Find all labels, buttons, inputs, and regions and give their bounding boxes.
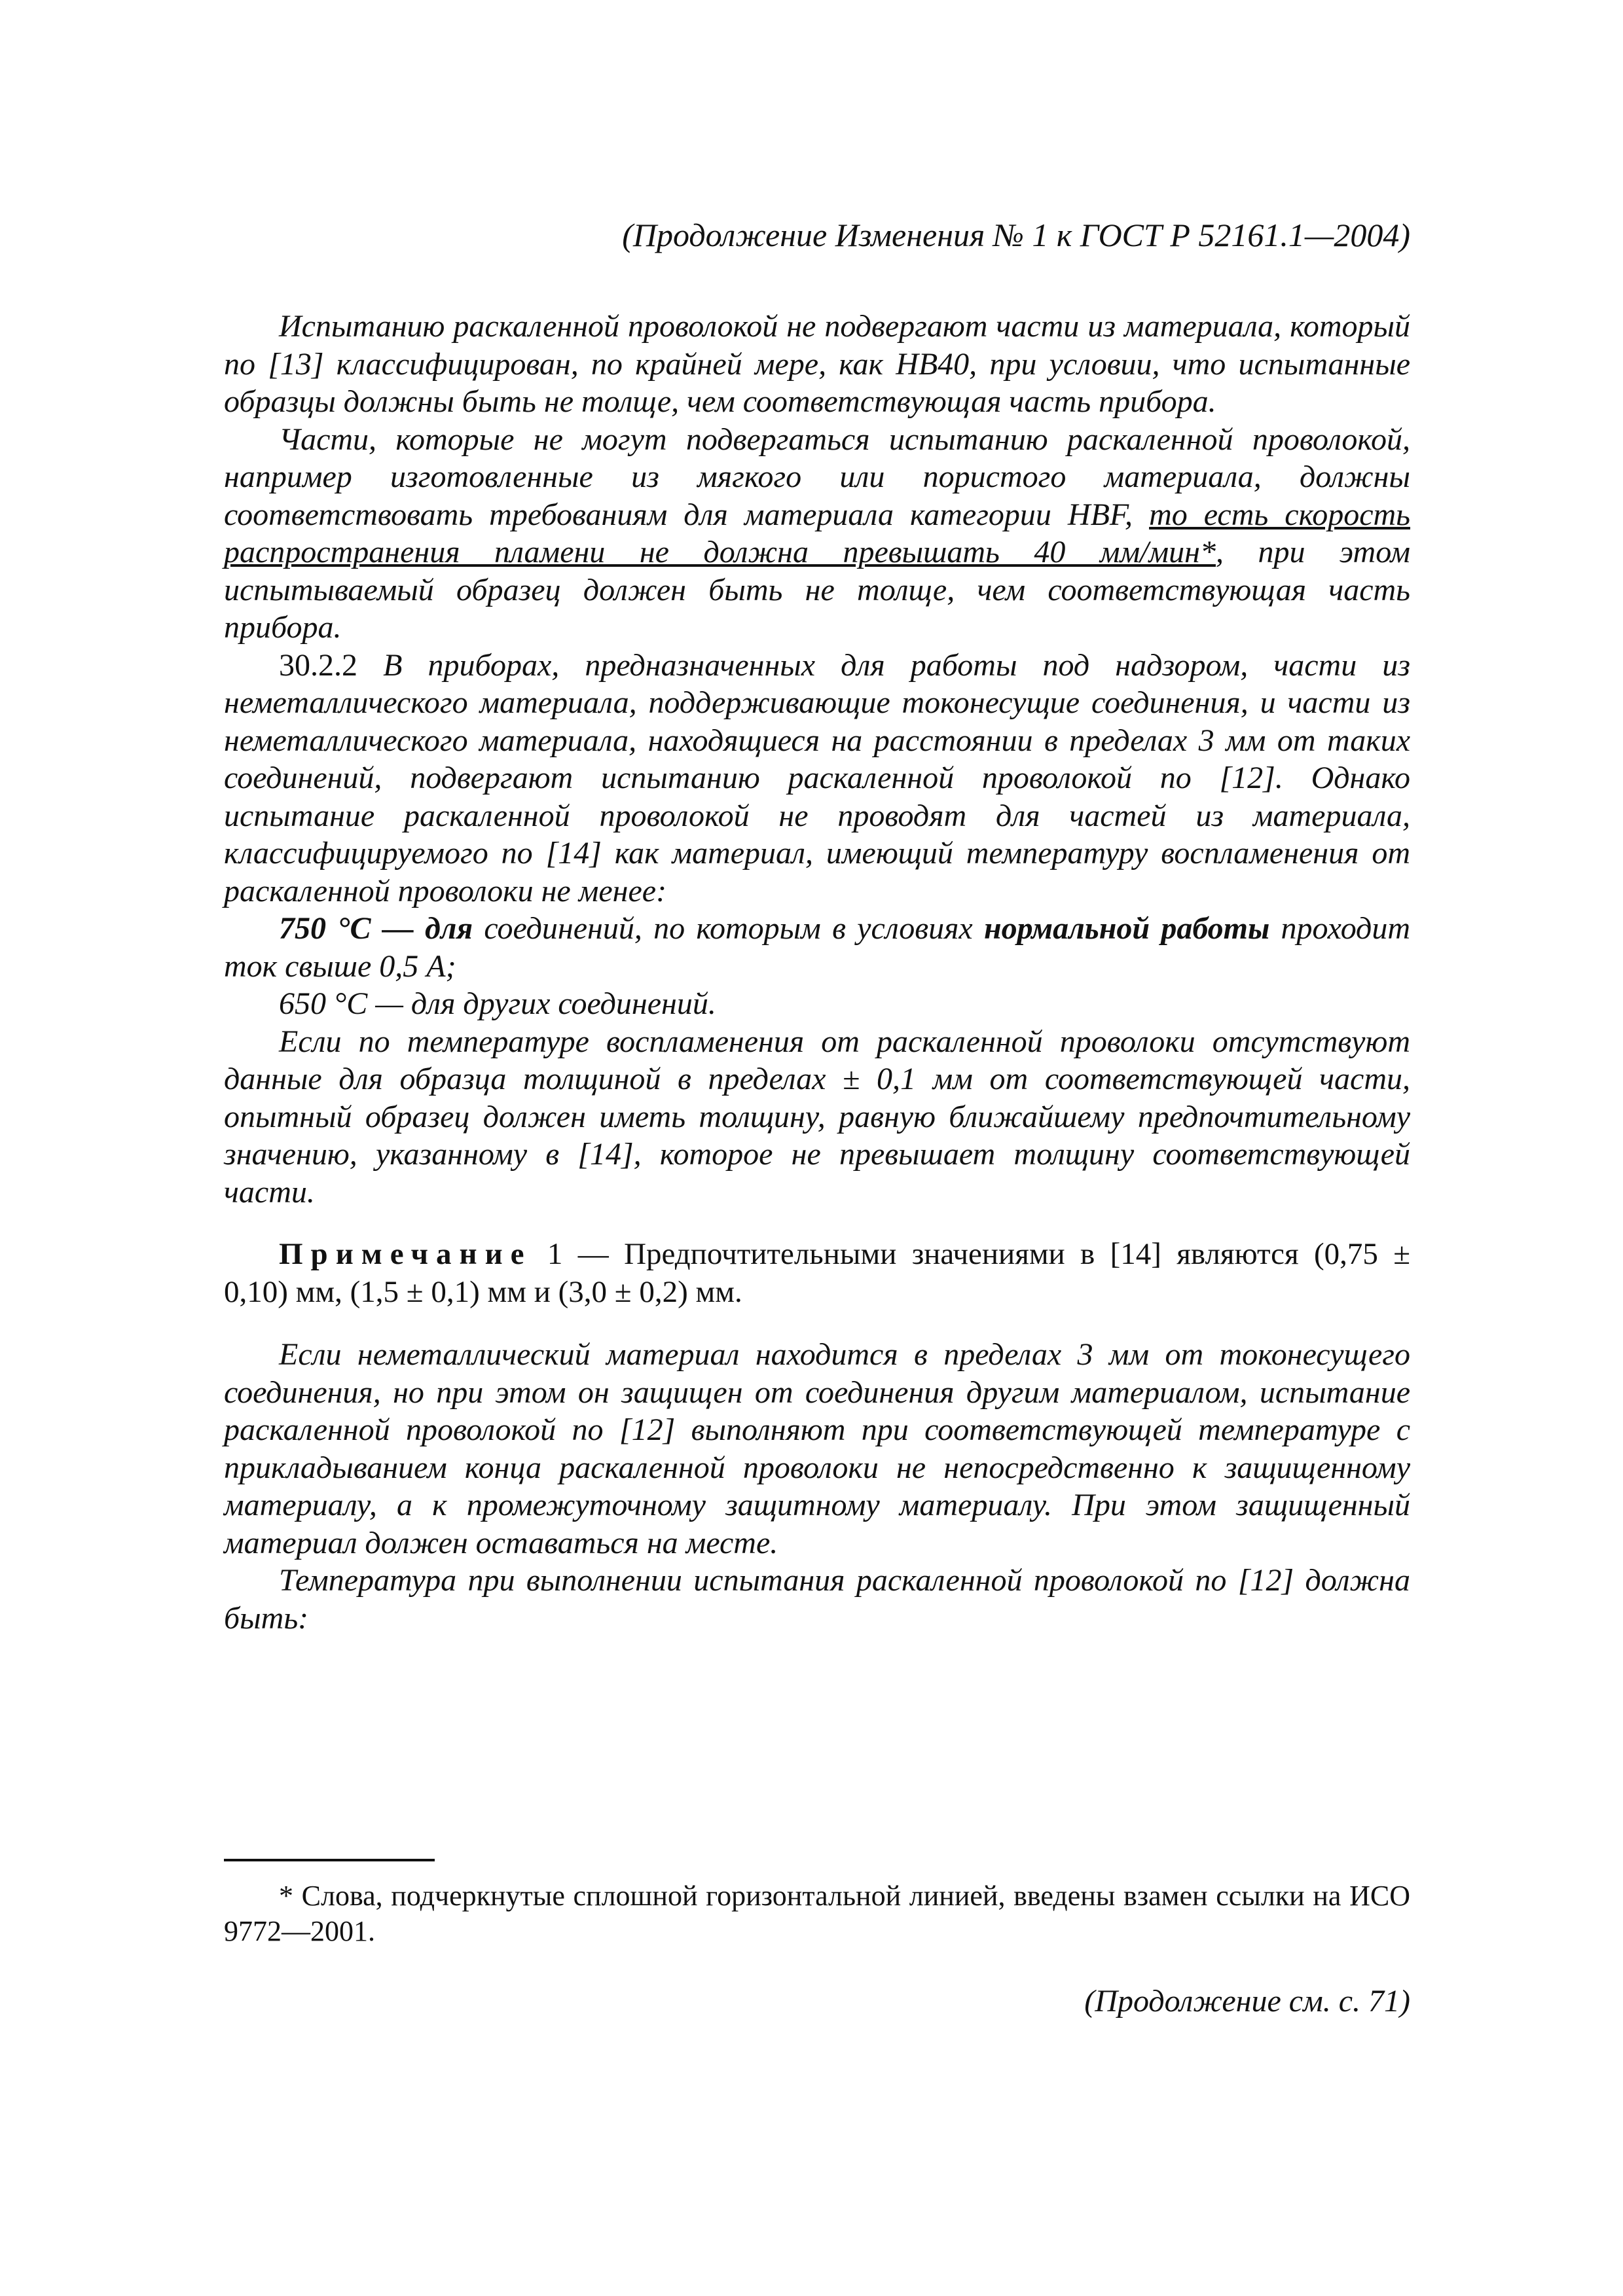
document-body <box>224 308 1410 1637</box>
temp-750-mid: соединений, по которым в условиях <box>473 911 984 946</box>
note-1 <box>224 1236 1410 1311</box>
paragraph-temperature: Температура при выполнении испытания раскаленной проволокой по [12] должна быть: <box>224 1563 1410 1636</box>
paragraph-750c <box>224 910 1410 985</box>
paragraph-thickness: Если по температуре воспламенения от раскаленной проволоки отсутствуют данные для образца толщиной в пределах ± 0,1 мм от соответствующей части, опытный образец должен иметь толщину, равную ближайшему предпочтительному значению, указанному в [14], которое не превышает толщину соответствующей части. <box>224 1024 1410 1210</box>
clause-text: В приборах, предназначенных для работы под надзором, части из неметаллического материала, поддерживающие токонесущие соединения, и части из неметаллического материала, находящиеся на расстоянии в пределах 3 мм от таких соединений, подвергают испытанию раскаленной проволокой по [12]. Однако испытание раскаленной проволокой не проводят для частей из материала, классифицируемого по [14] как материал, имеющий температуру воспламенения от раскаленной проволоки не менее: <box>224 647 1410 908</box>
paragraph-hbf-text-start: Части, которые не могут подвергаться испытанию раскаленной проволокой, например изготовленные из мягкого или пористого материала, должны соответствовать требованиям для материала категории НВF, <box>224 422 1410 532</box>
temp-750-end: проходит ток свыше 0,5 А; <box>224 911 1411 984</box>
paragraph-protected-material: Если неметаллический материал находится в пределах 3 мм от токонесущего соединения, но при этом он защищен от соединения другим материалом, испытание раскаленной проволокой по [12] выполняют при соответствующей температуре с прикладыванием конца раскаленной проволоки не непосредственно к защищенному материалу, а к промежуточному защитному материалу. При этом защищенный материал должен оставаться на месте. <box>224 1337 1410 1560</box>
paragraph-650c: 650 °С — для других соединений. <box>279 986 716 1021</box>
paragraph-hbf-text-end: , при этом испытываемый образец должен быть не толще, чем соответствующая часть прибора. <box>224 535 1410 645</box>
page-header: (Продолжение Изменения № 1 к ГОСТ Р 52161.1—2004) <box>622 217 1410 253</box>
note-text: 1 — Предпочтительными значениями в [14] являются (0,75 ± 0,10) мм, (1,5 ± 0,1) мм и (3,0 ± 0,2) мм. <box>224 1237 1410 1309</box>
paragraph-glow-wire-exemption: Испытанию раскаленной проволокой не подвергают части из материала, который по [13] классифицирован, по крайней мере, как НВ40, при условии, что испытанные образцы должны быть не толще, чем соответствующая часть прибора. <box>224 309 1410 419</box>
underlined-flame-rate-text: то есть скорость распространения пламени не должна превышать 40 мм/мин* <box>224 497 1411 569</box>
footnote: * Слова, подчеркнутые сплошной горизонтальной линией, введены взамен ссылки на ИСО 9772—2001. <box>224 1880 1410 1947</box>
continuation-note: (Продолжение см. с. 71) <box>1084 1984 1410 2018</box>
paragraph-hbf-requirement <box>224 421 1410 647</box>
normal-operation-text: нормальной работы <box>984 911 1270 946</box>
clause-number: 30.2.2 <box>279 647 357 683</box>
temp-750-lead: 750 °С — для <box>279 911 473 946</box>
paragraph-30-2-2 <box>224 647 1410 910</box>
note-label: Примечание <box>279 1237 532 1271</box>
footnote-divider <box>224 1859 435 1861</box>
